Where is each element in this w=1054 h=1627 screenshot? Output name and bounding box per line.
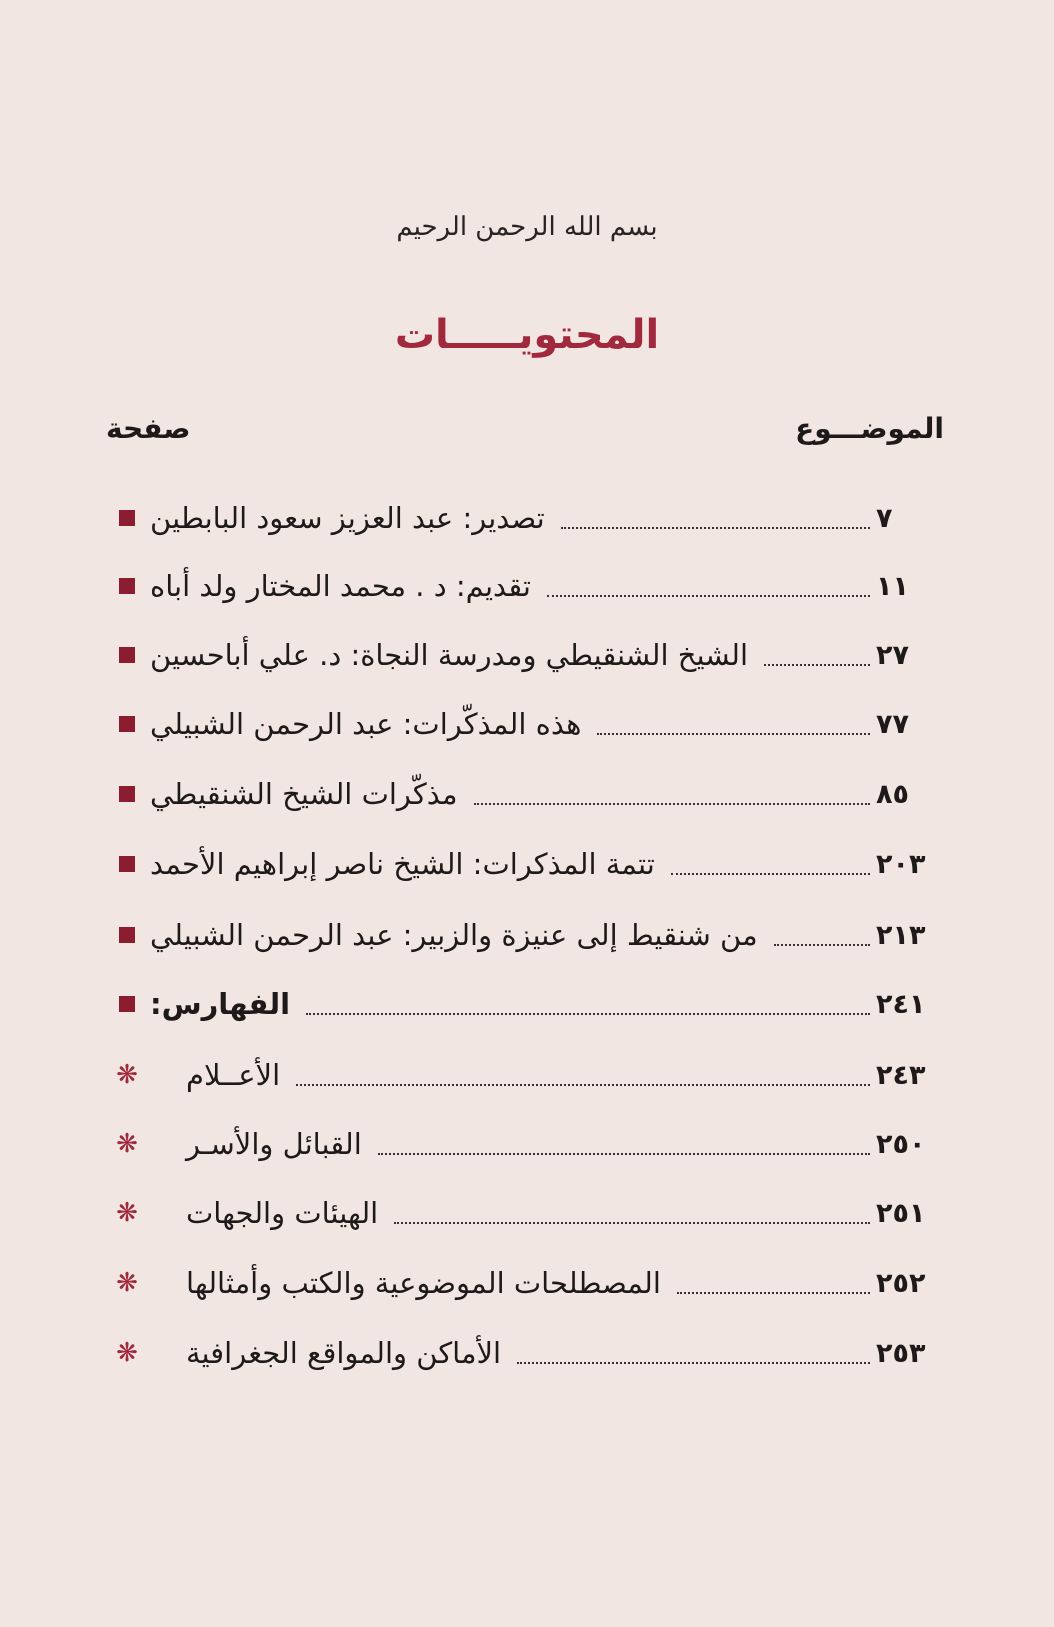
entry-page: ٢٠٣ [876, 848, 926, 880]
toc-subentry [108, 1333, 946, 1373]
subentry-page: ٢٥٢ [876, 1267, 926, 1299]
subentry-label: الهيئات والجهات [186, 1196, 379, 1230]
asterisk-bullet-icon: ❋ [116, 1338, 138, 1368]
square-bullet-icon [108, 578, 146, 594]
subentry-page: ٢٥١ [876, 1197, 926, 1229]
asterisk-bullet-icon: ❋ [116, 1268, 138, 1298]
subentry-page: ٢٥٣ [876, 1337, 926, 1369]
toc-entry [108, 498, 946, 538]
entry-label: تقديم: د . محمد المختار ولد أباه [150, 569, 531, 603]
asterisk-bullet-icon: ❋ [116, 1129, 138, 1159]
dot-leader [517, 1362, 870, 1364]
entry-label: الفهارس: [150, 987, 291, 1021]
square-bullet-icon [108, 927, 146, 943]
basmala: بسم الله الرحمن الرحيم [396, 212, 658, 242]
dot-leader [671, 873, 870, 875]
entry-page: ٧ [876, 502, 893, 534]
subentry-label: القبائل والأسـر [186, 1127, 362, 1161]
dot-leader [296, 1084, 870, 1086]
topic-column-header: الموضـــوع [795, 412, 944, 445]
dot-leader [561, 527, 870, 529]
entry-page: ٢٧ [876, 639, 909, 671]
toc-subentry [108, 1263, 946, 1303]
subentry-label: الأماكن والمواقع الجغرافية [186, 1336, 502, 1370]
page-title: المحتويـــــات [394, 312, 660, 358]
toc-subentry [108, 1193, 946, 1233]
subentry-page: ٢٤٣ [876, 1059, 926, 1091]
entry-label: الشيخ الشنقيطي ومدرسة النجاة: د. علي أباحسين [150, 638, 749, 672]
entry-label: مذكّرات الشيخ الشنقيطي [150, 777, 458, 811]
toc-entry [108, 635, 946, 675]
dot-leader [547, 595, 870, 597]
dot-leader [306, 1013, 870, 1015]
toc-entry [108, 844, 946, 884]
dot-leader [394, 1222, 870, 1224]
square-bullet-icon [108, 996, 146, 1012]
square-bullet-icon [108, 510, 146, 526]
toc-entry [108, 774, 946, 814]
toc-entry [108, 984, 946, 1024]
dot-leader [597, 733, 870, 735]
toc-subentry [108, 1055, 946, 1095]
dot-leader [764, 664, 870, 666]
entry-page: ١١ [876, 570, 909, 602]
entry-page: ٨٥ [876, 778, 909, 810]
toc-entry [108, 566, 946, 606]
square-bullet-icon [108, 647, 146, 663]
asterisk-bullet-icon: ❋ [116, 1060, 138, 1090]
entry-page: ٢٤١ [876, 988, 926, 1020]
entry-label: تتمة المذكرات: الشيخ ناصر إبراهيم الأحمد [150, 847, 655, 881]
asterisk-bullet-icon: ❋ [116, 1198, 138, 1228]
toc-subentry [108, 1124, 946, 1164]
page-column-header: صفحة [106, 412, 191, 445]
entry-label: من شنقيط إلى عنيزة والزبير: عبد الرحمن الشبيلي [150, 918, 758, 952]
square-bullet-icon [108, 786, 146, 802]
subentry-label: المصطلحات الموضوعية والكتب وأمثالها [186, 1266, 661, 1300]
square-bullet-icon [108, 856, 146, 872]
dot-leader [378, 1153, 870, 1155]
entry-page: ٧٧ [876, 708, 909, 740]
square-bullet-icon [108, 716, 146, 732]
dot-leader [474, 803, 871, 805]
subentry-label: الأعــلام [186, 1058, 281, 1092]
dot-leader [677, 1292, 870, 1294]
entry-page: ٢١٣ [876, 919, 926, 951]
dot-leader [774, 944, 870, 946]
toc-entry [108, 915, 946, 955]
entry-label: تصدير: عبد العزيز سعود البابطين [150, 501, 545, 535]
entry-label: هذه المذكّرات: عبد الرحمن الشبيلي [150, 707, 582, 741]
subentry-page: ٢٥٠ [876, 1128, 926, 1160]
toc-entry [108, 704, 946, 744]
